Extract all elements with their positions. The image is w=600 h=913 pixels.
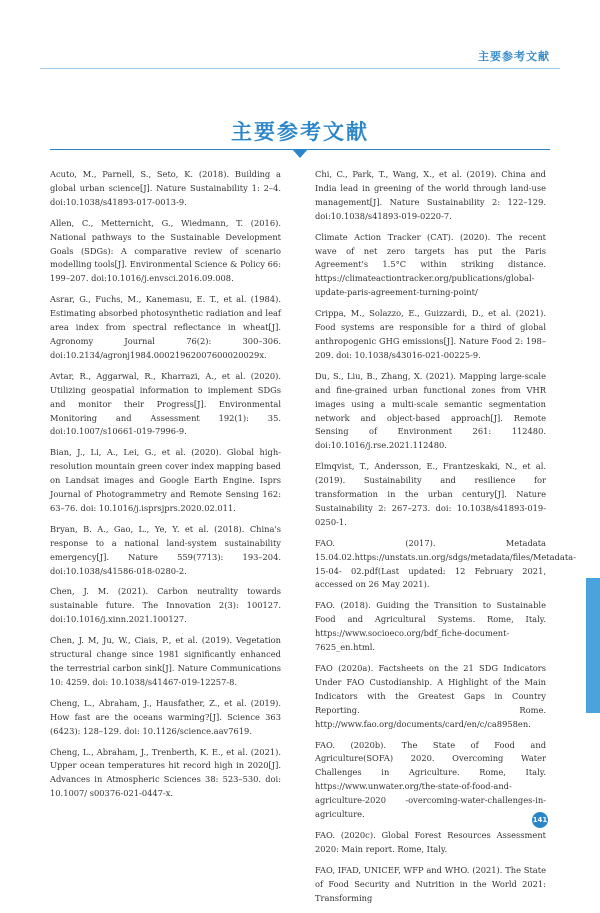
reference-item: Bryan, B. A., Gao, L., Ye, Y. et al. (2018). China's response to a national land-system sustainability emergency[J]. Nature 559(7713): 193–204. doi:10.1038/s41586-018-0280-2. xyxy=(50,523,281,576)
reference-item: FAO. (2020b). The State of Food and Agriculture(SOFA) 2020. Overcoming Water Challenges in Agriculture. Rome, Italy. https://www.unwater.org/the-state-of-food-and-agriculture-2020 -overcoming-water-challenges-in-agriculture. xyxy=(315,739,546,820)
page-title: 主要参考文献 xyxy=(231,120,369,144)
reference-item: Chi, C., Park, T., Wang, X., et al. (2019). China and India lead in greening of the world through land-use management[J]. Nature Sustainability 2: 122–129. doi:10.1038/s41893-019-0220-7. xyxy=(315,169,546,221)
reference-item: Crippa, M., Solazzo, E., Guizzardi, D., et al. (2021). Food systems are responsible for a third of global anthropogenic GHG emissions[J]. Nature Food 2: 198–209. doi: 10.1038/s43016-021-00225-9. xyxy=(315,308,546,360)
reference-item: Du, S., Liu, B., Zhang, X. (2021). Mapping large-scale and fine-grained urban functional zones from VHR images using a multi-scale semantic segmentation network and object-based approach[J]. Remote Sensing of Environment 261: 112480. doi:10.1016/j.rse.2021.112480. xyxy=(315,370,546,451)
reference-item: Elmqvist, T., Andersson, E., Frantzeskaki, N., et al. (2019). Sustainability and resilience for transformation in the urban century[J]. Nature Sustainability 2: 267–273. doi: 10.1038/s41893-019-0250-1. xyxy=(315,461,546,527)
header-divider xyxy=(40,68,560,69)
reference-item: Cheng, L., Abraham, J., Hausfather, Z., et al. (2019). How fast are the oceans warming?[J]. Science 363 (6423): 128–129. doi: 10.1126/science.aav7619. xyxy=(50,697,281,736)
reference-item: Acuto, M., Parnell, S., Seto, K. (2018). Building a global urban science[J]. Nature Sustainability 1: 2–4. doi:10.1038/s41893-017-0013-9. xyxy=(50,169,281,207)
title-triangle-marker xyxy=(292,149,308,158)
reference-item: FAO. (2020c). Global Forest Resources Assessment 2020: Main report. Rome, Italy. xyxy=(315,829,546,854)
reference-item: Cheng, L., Abraham, J., Trenberth, K. E., et al. (2021). Upper ocean temperatures hit record high in 2020[J]. Advances in Atmospheric Sciences 38: 523–530. doi: 10.1007/ s00376-021-0447-x. xyxy=(50,746,281,799)
reference-item: FAO, IFAD, UNICEF, WFP and WHO. (2021). The State of Food Security and Nutrition in the World 2021: Transforming xyxy=(315,864,546,903)
reference-item: Chen, J. M, Ju, W., Ciais, P., et al. (2019). Vegetation structural change since 1981 significantly enhanced the terrestrial carbon sink[J]. Nature Communications 10: 4259. doi: 10.1038/s41467-019-12257-8. xyxy=(50,635,281,687)
page-number: 141 xyxy=(532,812,548,828)
reference-item: Avtar, R., Aggarwal, R., Kharrazi, A., et al. (2020). Utilizing geospatial information to implement SDGs and monitor their Progress[J]. Environmental Monitoring and Assessment 192(1): 35. doi:10.1007/s10661-019-7996-9. xyxy=(50,370,281,437)
reference-item: Chen, J. M. (2021). Carbon neutrality towards sustainable future. The Innovation 2(3): 100127. doi:10.1016/j.xinn.2021.100127. xyxy=(50,586,281,625)
reference-item: FAO (2020a). Factsheets on the 21 SDG Indicators Under FAO Custodianship. A Highlight of the Main Indicators with the Greatest Gaps in Country Reporting. Rome. http://www.fao.org/documents/card/en/c/ca8958en. xyxy=(315,663,546,729)
reference-item: Allen, C., Metternicht, G., Wiedmann, T. (2016). National pathways to the Sustainable Development Goals (SDGs): A comparative review of scenario modelling tools[J]. Environmental Science & Policy 66: 199–207. doi:10.1016/j.envsci.2016.09.008. xyxy=(50,217,281,284)
reference-item: Climate Action Tracker (CAT). (2020). The recent wave of net zero targets has put the Paris Agreement's 1.5°C within striking distance. https://climateactiontracker.org/publications/global-update-paris-agreement-turning-point/ xyxy=(315,231,546,298)
reference-item: FAO. (2018). Guiding the Transition to Sustainable Food and Agricultural Systems. Rome, Italy. https://www.socioeco.org/bdf_fiche-document-7625_en.html. xyxy=(315,600,546,653)
reference-item: Asrar, G., Fuchs, M., Kanemasu, E. T., et al. (1984). Estimating absorbed photosynthetic radiation and leaf area index from spectral reflectance in wheat[J]. Agronomy Journal 76(2): 300–306. doi:10.2134/agronj1984.00021962007600020029x. xyxy=(50,294,281,360)
running-header: 主要参考文献 xyxy=(478,50,550,63)
reference-item: FAO. (2017). Metadata 15.04.02.https://unstats.un.org/sdgs/metadata/files/Metadata-15-04- 02.pdf(Last updated: 12 February 2021, accessed on 26 May 2021). xyxy=(315,537,576,590)
references-column-left xyxy=(50,168,281,808)
references-column-right xyxy=(315,168,576,913)
chapter-side-tab xyxy=(586,578,600,713)
reference-item: Bian, J., Li, A., Lei, G., et al. (2020). Global high-resolution mountain green cover index mapping based on Landsat images and Google Earth Engine. Isprs Journal of Photogrammetry and Remote Sensing 162: 63–76. doi: 10.1016/j.isprsjprs.2020.02.011. xyxy=(50,447,281,513)
